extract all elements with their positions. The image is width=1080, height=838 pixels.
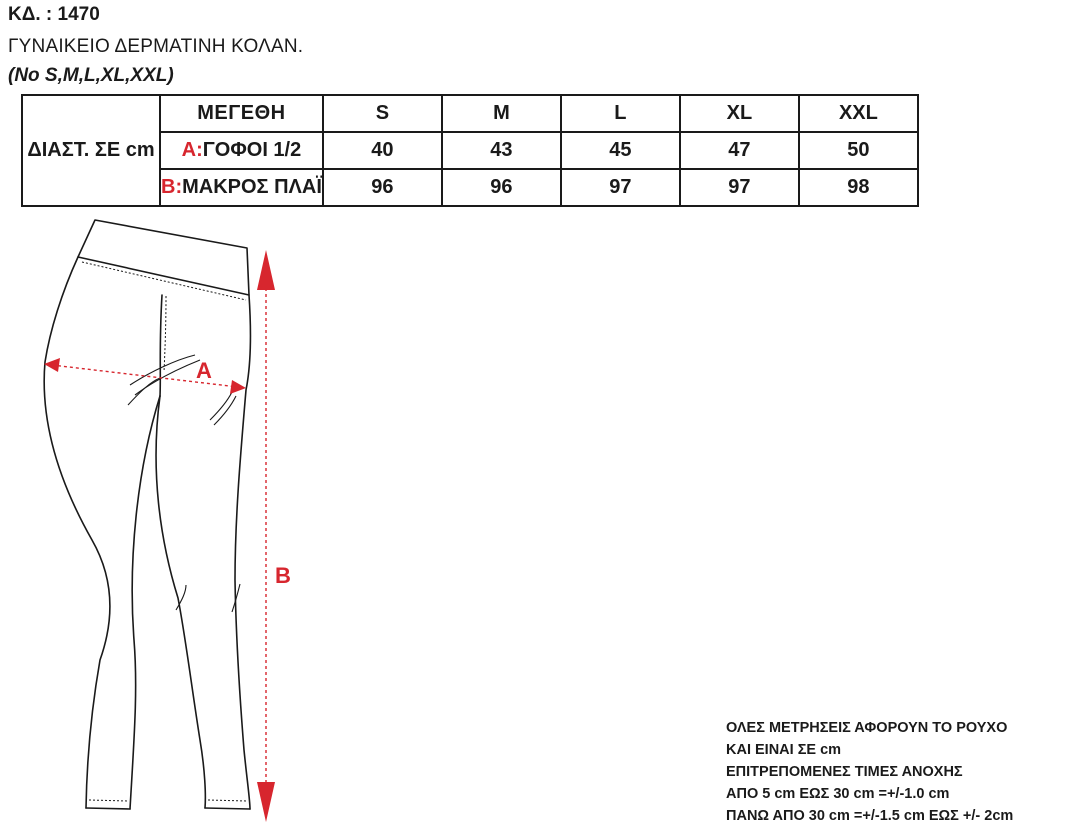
measurement-name-hips: ΓΟΦΟΙ 1/2: [202, 139, 302, 161]
product-code: ΚΔ. : 1470: [8, 4, 100, 25]
measurement-b-line: [257, 250, 275, 822]
available-sizes: (No S,M,L,XL,XXL): [8, 65, 174, 86]
table-cell: 96: [442, 169, 561, 206]
note-line: ΚΑΙ ΕΙΝΑΙ ΣΕ cm: [726, 742, 842, 758]
arrowhead-up-icon: [257, 250, 275, 290]
measurement-letter-a: Α:: [181, 139, 203, 161]
measurement-a-label: A: [196, 358, 212, 383]
table-cell: 97: [680, 169, 799, 206]
note-line: ΑΠΟ 5 cm ΕΩΣ 30 cm =+/-1.0 cm: [726, 786, 950, 802]
product-description: ΓΥΝΑΙΚΕΙΟ ΔΕΡΜΑΤΙΝΗ ΚΟΛΑΝ.: [8, 36, 304, 57]
measurement-b-label: B: [275, 563, 291, 588]
sizes-header: ΜΕΓΕΘΗ: [160, 95, 323, 132]
note-line: ΟΛΕΣ ΜΕΤΡΗΣΕΙΣ ΑΦΟΡΟΥΝ ΤΟ ΡΟΥΧΟ: [726, 720, 1008, 736]
arrowhead-right-icon: [230, 380, 246, 394]
arrowhead-left-icon: [44, 358, 60, 372]
note-line: ΠΑΝΩ ΑΠΟ 30 cm =+/-1.5 cm ΕΩΣ +/- 2cm: [726, 808, 1014, 824]
table-cell: 50: [799, 132, 918, 169]
size-header-xxl: XXL: [799, 95, 918, 132]
size-header-s: S: [323, 95, 442, 132]
table-cell: 97: [561, 169, 680, 206]
table-cell: 43: [442, 132, 561, 169]
size-header-l: L: [561, 95, 680, 132]
note-line: ΕΠΙΤΡΕΠΟΜΕΝΕΣ ΤΙΜΕΣ ΑΝΟΧΗΣ: [726, 764, 963, 780]
fabric-creases: [128, 355, 240, 612]
table-cell: 98: [799, 169, 918, 206]
leggings-outline: [44, 220, 250, 809]
size-header-m: M: [442, 95, 561, 132]
dimension-unit-label: ΔΙΑΣΤ. ΣΕ cm: [22, 95, 160, 206]
table-cell: 47: [680, 132, 799, 169]
table-cell: 45: [561, 132, 680, 169]
measurement-letter-b: Β:: [161, 176, 183, 198]
measurement-name-side-length: ΜΑΚΡΟΣ ΠΛΑΪ: [182, 176, 322, 198]
table-cell: 40: [323, 132, 442, 169]
size-header-xl: XL: [680, 95, 799, 132]
table-cell: 96: [323, 169, 442, 206]
tolerance-notes: [726, 717, 1013, 827]
arrowhead-down-icon: [257, 782, 275, 822]
stitch-lines: [82, 262, 247, 801]
